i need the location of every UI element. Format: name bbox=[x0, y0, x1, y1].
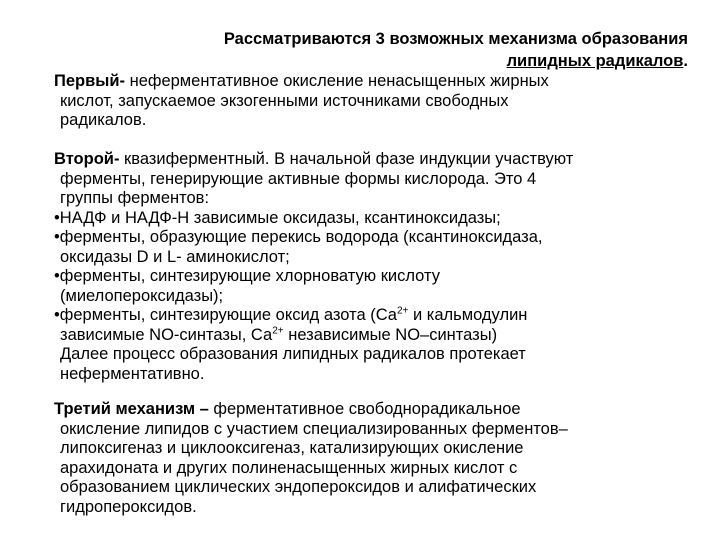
slide-title bbox=[120, 28, 688, 72]
third-line-1 bbox=[54, 400, 704, 420]
bullet-3-line-2: (миелопероксидазы); bbox=[60, 286, 224, 305]
first-line-1 bbox=[54, 72, 704, 92]
bullet-4-text-b: и кальмодулин bbox=[408, 306, 528, 324]
third-line-2: окисление липидов с участием специализированных ферментов– bbox=[60, 419, 568, 438]
continuation-line-1: Далее процесс образования липидных радикалов протекает bbox=[60, 345, 526, 363]
title-period: . bbox=[683, 52, 688, 70]
third-text-1: ферментативное свободнорадикальное bbox=[208, 400, 521, 418]
first-mechanism bbox=[54, 72, 704, 131]
title-line-1: Рассматриваются 3 возможных механизма образования bbox=[223, 30, 688, 48]
bullet-4-text-c: зависимые NO-синтазы, Са bbox=[60, 325, 273, 344]
third-mechanism bbox=[54, 400, 704, 517]
bullet-4-text-a: •ферменты, синтезирующие оксид азота (Са bbox=[54, 306, 397, 324]
title-line-2 bbox=[120, 50, 688, 72]
second-lead: Второй- bbox=[54, 150, 120, 168]
bullet-3-line-1: •ферменты, синтезирующие хлорноватую кислоту bbox=[54, 267, 440, 285]
continuation-line-2: неферментативно. bbox=[60, 364, 205, 383]
first-text-1: неферментативное окисление ненасыщенных жирных bbox=[125, 72, 549, 90]
bullet-2-line-2: оксидазы D и L- аминокислот; bbox=[60, 247, 290, 266]
third-line-4: арахидоната и других полиненасыщенных жирных кислот с bbox=[60, 458, 518, 477]
third-lead: Третий механизм – bbox=[54, 400, 209, 418]
title-underlined: липидных радикалов bbox=[506, 52, 684, 70]
first-line-3: радикалов. bbox=[60, 111, 147, 129]
bullet-4-line-2 bbox=[54, 326, 704, 346]
bullet-2-line-1: •ферменты, образующие перекись водорода (ксантиноксидаза, bbox=[54, 228, 543, 246]
second-mechanism bbox=[54, 150, 704, 384]
second-line-3: группы ферментов: bbox=[60, 189, 210, 207]
second-line-2: ферменты, генерирующие активные формы кислорода. Это 4 bbox=[60, 169, 537, 188]
bullet-4-text-d: независимые NO–синтазы) bbox=[283, 325, 498, 344]
bullet-4-sup-a: 2+ bbox=[397, 305, 409, 317]
third-line-6: гидропероксидов. bbox=[60, 497, 197, 516]
second-text-1: квазиферментный. В начальной фазе индукции участвуют bbox=[119, 150, 574, 168]
first-line-2: кислот, запускаемое экзогенными источниками свободных bbox=[60, 91, 509, 110]
bullet-1: •НАДФ и НАДФ-Н зависимые оксидазы, ксантиноксидазы; bbox=[54, 208, 501, 227]
bullet-4-line-1 bbox=[54, 306, 704, 326]
third-line-5: образованием циклических эндопероксидов и алифатических bbox=[60, 478, 537, 496]
bullet-4-sup-b: 2+ bbox=[272, 325, 284, 336]
third-line-3: липоксигеназ и циклооксигеназ, катализирующих окисление bbox=[60, 439, 524, 457]
first-lead: Первый- bbox=[54, 72, 125, 90]
second-line-1 bbox=[54, 150, 704, 170]
